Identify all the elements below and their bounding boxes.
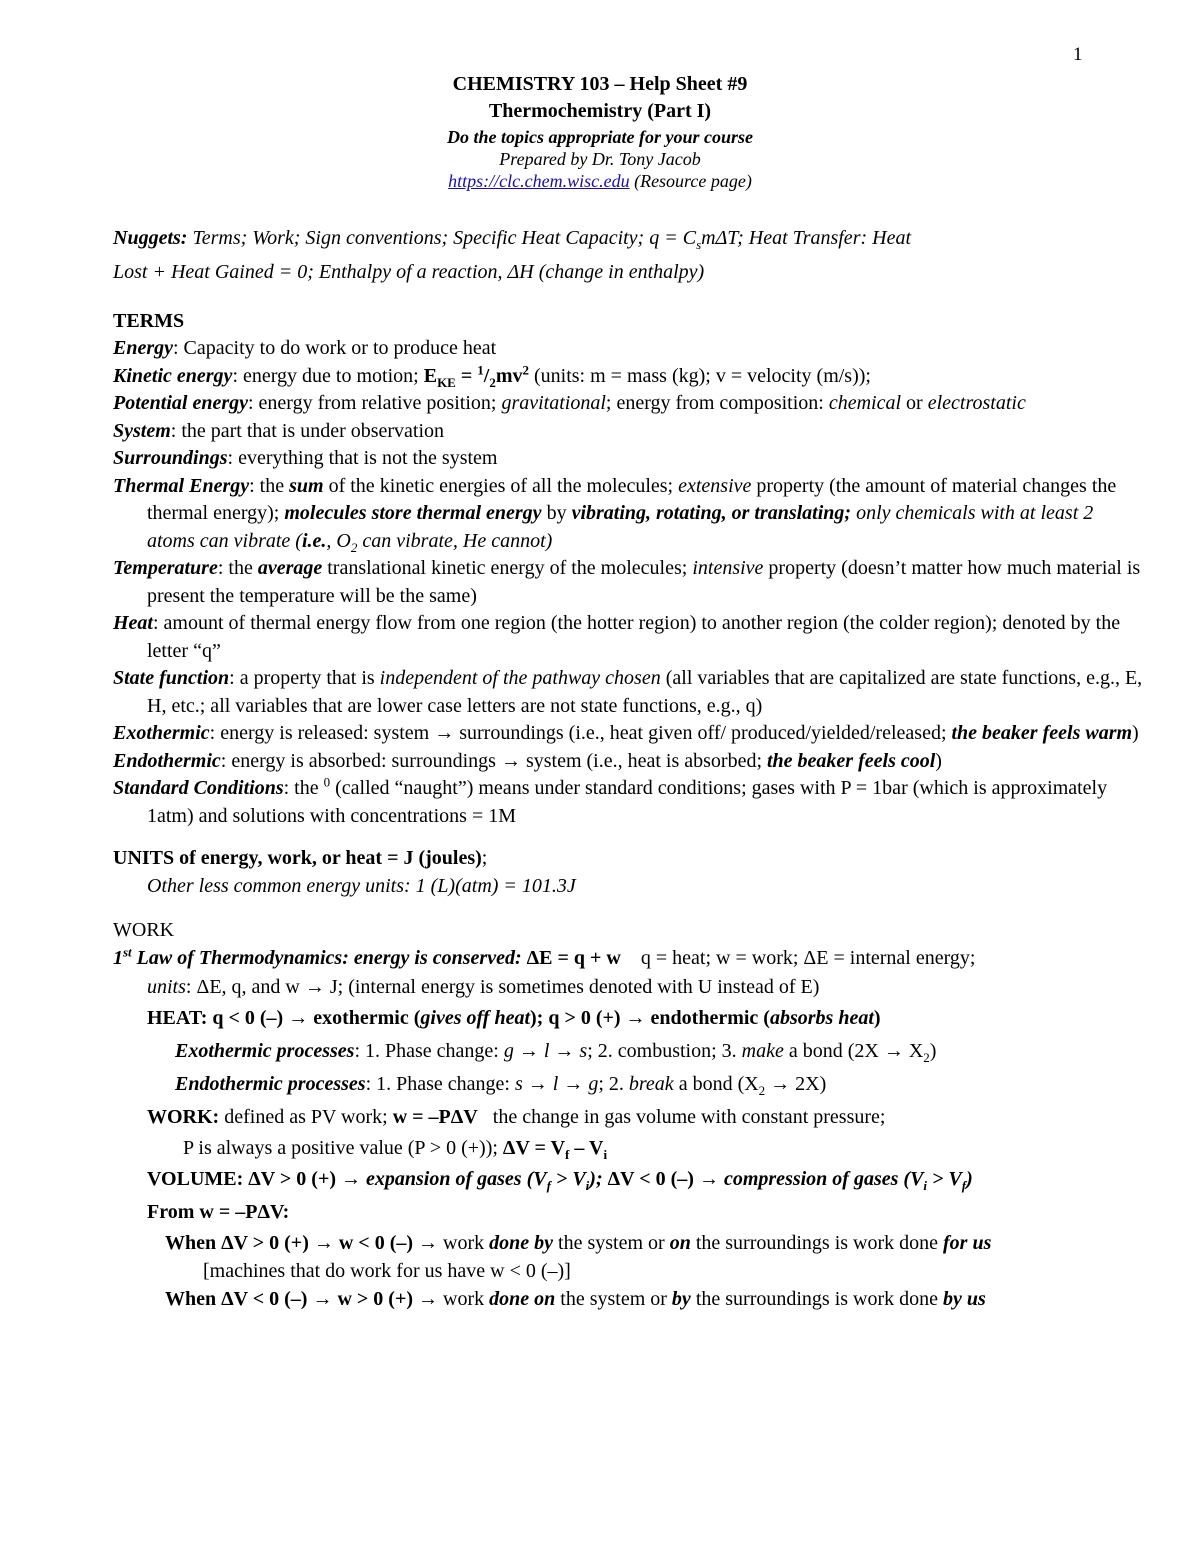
vi: i xyxy=(585,1178,590,1193)
term-label: Endothermic xyxy=(113,749,221,772)
vol-c: ΔV < 0 (–) → xyxy=(607,1168,724,1190)
term-kinetic xyxy=(113,363,1143,391)
eke-symbol: E xyxy=(423,364,438,387)
on: on xyxy=(669,1232,691,1254)
break: break xyxy=(628,1073,674,1095)
law-def: q = heat; w = work; ΔE = internal energy; xyxy=(620,947,976,969)
phase-g: g xyxy=(503,1040,514,1062)
resource-line xyxy=(0,171,1200,192)
term-def: : amount of thermal energy flow from one region (the hotter region) to another region (the colder region); denoted by the letter “q” xyxy=(147,612,1121,662)
proc-a: : 1. Phase change: xyxy=(365,1073,515,1095)
p-line xyxy=(113,1134,1143,1163)
work-eq: w = –PΔV xyxy=(392,1106,478,1128)
proc-b: ; 2. combustion; 3. xyxy=(587,1040,742,1062)
arrow: → xyxy=(558,1073,589,1095)
nuggets xyxy=(113,221,1143,289)
author-line: Prepared by Dr. Tony Jacob xyxy=(499,149,701,169)
eke-sub: KE xyxy=(437,374,456,390)
when2-a: When ΔV < 0 (–) → w > 0 (+) xyxy=(165,1288,414,1310)
term-endothermic xyxy=(113,748,1143,776)
squared: 2 xyxy=(522,361,529,377)
term-def-b: ) xyxy=(935,749,942,772)
term-def: : energy from relative position; xyxy=(247,392,502,414)
arrow: → xyxy=(522,1073,553,1095)
o2-rest: can vibrate, He cannot) xyxy=(357,529,553,552)
machines-note: [machines that do work for us have w < 0 (–)] xyxy=(203,1260,571,1282)
term-surroundings xyxy=(113,445,1143,473)
term-label: Exothermic xyxy=(113,722,210,744)
term-def: : energy is released: system → surroundings (i.e., heat given off/ produced/yielded/released; xyxy=(209,722,952,744)
term-potential xyxy=(113,390,1143,418)
heat-a: HEAT: q < 0 (–) → exothermic ( xyxy=(147,1007,421,1029)
term-def: : energy due to motion; xyxy=(232,364,424,387)
half-den: 2 xyxy=(489,374,496,390)
when-compression xyxy=(113,1285,1143,1314)
law-num: 1 xyxy=(113,947,123,969)
when2-b: → work xyxy=(413,1288,490,1310)
phase-l: l xyxy=(552,1073,559,1095)
o2-sub: 2 xyxy=(350,539,358,555)
work-line xyxy=(113,1101,1143,1134)
term-heat xyxy=(113,610,1143,665)
electrostatic: electrostatic xyxy=(927,392,1026,414)
term-label: Thermal Energy xyxy=(113,474,250,497)
term-def-b: ) xyxy=(1132,722,1139,744)
term-label: Kinetic energy xyxy=(113,364,233,387)
from-line: From w = –PΔV: xyxy=(147,1201,290,1223)
law-eq: ΔE = q + w xyxy=(526,947,621,969)
for-us: for us xyxy=(943,1232,992,1254)
term-system xyxy=(113,418,1143,446)
gravitational: gravitational xyxy=(501,392,606,414)
when1-b: → work xyxy=(413,1232,490,1254)
half-slash: / xyxy=(483,364,490,387)
naught: 0 xyxy=(323,774,331,790)
nuggets-line2: Lost + Heat Gained = 0; Enthalpy of a reaction, ΔH (change in enthalpy) xyxy=(113,261,705,283)
expansion: expansion of gases (V xyxy=(366,1168,547,1190)
terms-heading: TERMS xyxy=(113,310,185,332)
when-expansion xyxy=(113,1229,1143,1258)
term-def: : energy is absorbed: surroundings → system (i.e., heat is absorbed; xyxy=(220,749,767,772)
term-def: : the xyxy=(283,777,324,799)
proc-b: ; 2. xyxy=(598,1073,629,1095)
extensive: extensive xyxy=(678,474,752,497)
work-heading: WORK xyxy=(113,919,175,941)
ie: i.e. xyxy=(301,529,327,552)
work-c: the change in gas volume with constant pressure; xyxy=(477,1106,886,1128)
term-standard xyxy=(113,775,1143,830)
proc-d: ) xyxy=(929,1040,937,1062)
warm: the beaker feels warm xyxy=(951,722,1133,744)
vf: f xyxy=(546,1178,551,1193)
term-def-b: translational kinetic energy of the molecules; xyxy=(322,557,693,579)
done-on: done on xyxy=(489,1288,556,1310)
when2-c: the system or xyxy=(555,1288,672,1310)
p-a: P is always a positive value (P > 0 (+)); xyxy=(183,1137,503,1159)
term-exothermic xyxy=(113,720,1143,748)
proc-label: Endothermic processes xyxy=(175,1073,366,1095)
term-label: Temperature xyxy=(113,557,218,579)
chemical: chemical xyxy=(828,392,902,414)
resource-link[interactable]: https://clc.chem.wisc.edu xyxy=(448,171,630,191)
term-def-b: (all variables that are capitalized are state functions, e.g., E, H, etc.; all variables that are lower case letters are not state functions, e.g., q) xyxy=(147,667,1143,717)
law-text: Law of Thermodynamics: energy is conserved: xyxy=(131,947,527,969)
when1-c: the system or xyxy=(553,1232,670,1254)
exo-processes xyxy=(113,1035,1143,1068)
page-subtitle: Thermochemistry (Part I) xyxy=(488,100,712,122)
done-by: done by xyxy=(489,1232,554,1254)
term-def: : Capacity to do work or to produce heat xyxy=(173,337,497,359)
average: average xyxy=(257,557,323,579)
term-label: Energy xyxy=(113,337,173,359)
course-note: Do the topics appropriate for your course xyxy=(447,127,753,147)
term-def-c: or xyxy=(901,392,923,414)
vf2: f xyxy=(961,1178,967,1193)
term-state-function xyxy=(113,665,1143,720)
arrow: → xyxy=(549,1040,580,1062)
proc-d: → 2X) xyxy=(765,1073,827,1095)
endo-processes xyxy=(113,1068,1143,1101)
only-chem: only chemicals with at least 2 atoms can vibrate ( xyxy=(147,502,1094,552)
units-text: : ΔE, q, and w → J; (internal energy is sometimes denoted with U instead of E) xyxy=(185,976,820,998)
term-thermal xyxy=(113,473,1143,556)
heat-line xyxy=(113,1002,1143,1035)
when1-d: the surroundings is work done xyxy=(690,1232,944,1254)
nuggets-line1a: Terms; Work; Sign conventions; Specific Heat Capacity; q = C xyxy=(192,227,697,249)
term-label: Standard Conditions xyxy=(113,777,284,799)
vi2: i xyxy=(923,1178,928,1193)
by: by xyxy=(541,502,572,524)
work-label: WORK: xyxy=(147,1106,220,1128)
intensive: intensive xyxy=(692,557,764,579)
vol-b: ); xyxy=(589,1168,608,1190)
term-def-c: property (doesn’t matter how much material is present the temperature will be the same) xyxy=(147,557,1141,607)
term-energy xyxy=(113,335,1143,363)
phase-g: g xyxy=(588,1073,599,1095)
term-def-b: ; energy from composition: xyxy=(605,392,829,414)
page-title: CHEMISTRY 103 – Help Sheet #9 xyxy=(452,73,748,95)
minus-vi: – V xyxy=(569,1137,604,1159)
phase-s: s xyxy=(514,1073,523,1095)
units-heading: UNITS of energy, work, or heat = J (joules) xyxy=(113,847,482,869)
law-sup: st xyxy=(123,944,132,960)
gt2: > V xyxy=(927,1168,962,1190)
heat-b: ); q > 0 (+) → endothermic ( xyxy=(530,1007,770,1029)
work-b: defined as PV work; xyxy=(219,1106,393,1128)
gt: > V xyxy=(550,1168,586,1190)
units-label: units xyxy=(147,976,186,998)
term-temperature xyxy=(113,555,1143,610)
nuggets-label: Nuggets: xyxy=(113,227,188,249)
vf-sub: f xyxy=(565,1147,570,1162)
arrow: → xyxy=(513,1040,544,1062)
vol-d: ) xyxy=(966,1168,973,1190)
term-label: Surroundings xyxy=(113,447,228,469)
units-semicolon: ; xyxy=(481,847,488,869)
compression: compression of gases (V xyxy=(723,1168,924,1190)
store: molecules store thermal energy xyxy=(284,502,542,524)
content xyxy=(113,221,1143,1314)
page-number: 1 xyxy=(1073,44,1083,65)
sum: sum xyxy=(289,474,324,497)
phase-s: s xyxy=(579,1040,588,1062)
x2-sub: 2 xyxy=(923,1050,930,1065)
by-us: by us xyxy=(943,1288,986,1310)
nuggets-line1b: mΔT; Heat Transfer: Heat xyxy=(701,227,912,249)
term-def: : the xyxy=(249,474,290,497)
vibrating: vibrating, rotating, or translating; xyxy=(571,502,852,524)
term-units: (units: m = mass (kg); v = velocity (m/s)); xyxy=(529,364,871,387)
proc-c: a bond (X xyxy=(673,1073,759,1095)
x2-sub: 2 xyxy=(758,1083,766,1098)
term-def-b: of the kinetic energies of all the molecules; xyxy=(323,474,679,497)
term-def: : everything that is not the system xyxy=(227,447,498,469)
eq: = xyxy=(455,364,478,387)
absorbs: absorbs heat xyxy=(769,1007,874,1029)
mv: mv xyxy=(495,364,523,387)
heat-c: ) xyxy=(873,1007,881,1029)
phase-l: l xyxy=(543,1040,550,1062)
proc-label: Exothermic processes xyxy=(175,1040,355,1062)
units-section xyxy=(113,844,1143,900)
resource-suffix: (Resource page) xyxy=(634,171,752,191)
dv-eq: ΔV = V xyxy=(502,1137,566,1159)
term-def-c: property (the amount of material changes the thermal energy); xyxy=(147,474,1117,524)
vi-sub: i xyxy=(603,1147,608,1162)
term-label: Potential energy xyxy=(113,392,248,414)
make: make xyxy=(741,1040,784,1062)
by: by xyxy=(671,1288,691,1310)
term-def: : the xyxy=(217,557,258,579)
half-num: 1 xyxy=(477,361,484,377)
proc-a: : 1. Phase change: xyxy=(354,1040,504,1062)
when2-d: the surroundings is work done xyxy=(690,1288,944,1310)
volume-line xyxy=(113,1163,1143,1196)
term-label: Heat xyxy=(113,612,153,634)
independent: independent of the pathway chosen xyxy=(379,667,661,689)
term-label: System xyxy=(113,419,171,442)
nuggets-sub: s xyxy=(696,237,702,252)
term-def: : the part that is under observation xyxy=(170,419,445,442)
term-def: : a property that is xyxy=(229,667,380,689)
units-other: Other less common energy units: 1 (L)(atm) = 101.3J xyxy=(147,875,576,897)
when1-a: When ΔV > 0 (+) → w < 0 (–) xyxy=(165,1232,414,1254)
term-def-b: (called “naught”) means under standard conditions; gases with P = 1bar (which is approximately 1atm) and solutions with concentrations = 1M xyxy=(147,777,1108,827)
first-law xyxy=(113,944,1143,1002)
term-label: State function xyxy=(113,667,230,689)
gives-off: gives off heat xyxy=(420,1007,530,1029)
o2: , O xyxy=(326,529,351,552)
cool: the beaker feels cool xyxy=(767,749,936,772)
proc-c: a bond (2X → X xyxy=(783,1040,924,1062)
vol-a: VOLUME: ΔV > 0 (+) → xyxy=(147,1168,366,1190)
